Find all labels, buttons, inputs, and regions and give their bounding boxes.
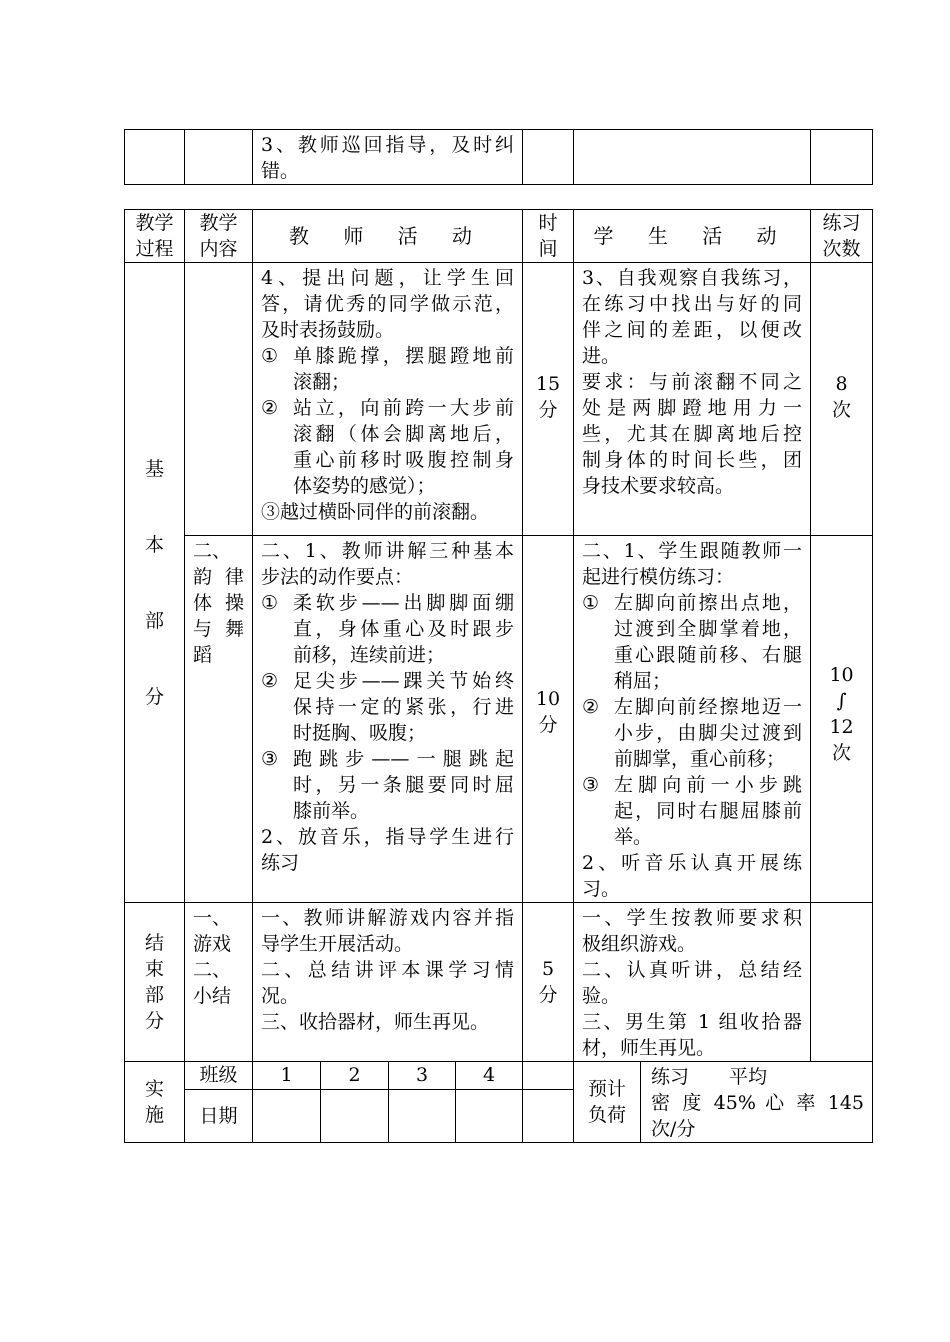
- class-2: 2: [321, 1062, 389, 1090]
- list-item: ① 单膝跪撑，摆腿蹬地前 滚翻；: [261, 345, 515, 393]
- basic-teacher-cell-2: 二、1、教师讲解三种基本 步法的动作要点： ① 柔软步——出脚脚面绷 直，身体重心及时跟步 前移，连续前进； ② 足尖步——踝关节始终 保持一定的紧张，行进 时挺胸、吸腹； ③ 跑跳步——一腿跳起 时，另一条腿要同时屈 膝前举。 2、放音乐，指导学生进行 练习: [253, 536, 523, 903]
- top-teacher-line: 错。: [261, 160, 300, 182]
- list-item: ② 站立，向前跨一大步前 滚翻（体会脚离地后， 重心前移时吸腹控制身 体姿势的感觉）；: [261, 397, 515, 497]
- basic-row-2: [125, 536, 873, 903]
- header-count: 练习次数: [811, 210, 873, 263]
- ending-teacher-cell: 一、教师讲解游戏内容并指 导学生开展活动。 二、总结讲评本课学习情 况。 三、收拾器材，师生再见。: [253, 903, 523, 1062]
- basic-time-cell-1: 15 分: [523, 263, 574, 536]
- class-1: 1: [253, 1062, 321, 1090]
- top-student-cell: [574, 130, 811, 185]
- impl-row-1: [125, 1062, 873, 1090]
- ending-content-cell: 一、 游戏 二、 小结: [185, 903, 253, 1062]
- date-2: [321, 1089, 389, 1142]
- top-count-cell: [811, 130, 873, 185]
- ending-row: [125, 903, 873, 1062]
- lesson-table: [124, 209, 873, 1143]
- basic-count-cell-1: 8 次: [811, 263, 873, 536]
- header-student-activity: 学 生 活 动: [574, 210, 811, 263]
- basic-row-1: [125, 263, 873, 536]
- basic-content-cell-1: [185, 263, 253, 536]
- basic-process-cell: 基 本 部 分: [125, 263, 185, 903]
- load-label-cell: 预计 负荷: [574, 1062, 641, 1143]
- header-teacher-activity: 教 师 活 动: [253, 210, 523, 263]
- header-process: 教学过程: [125, 210, 185, 263]
- top-teacher-line: 3、教师巡回指导，及时纠: [261, 134, 514, 156]
- class-label: 班级: [185, 1062, 253, 1090]
- ending-count-cell: [811, 903, 873, 1062]
- basic-time-cell-2: 10 分: [523, 536, 574, 903]
- ending-student-cell: 一、学生按教师要求积 极组织游戏。 二、认真听讲，总结经 验。 三、男生第 1 组收拾器 材，师生再见。: [574, 903, 811, 1062]
- basic-student-cell-1: 3、自我观察自我练习， 在练习中找出与好的同 伴之间的差距，以便改 进。 要求：与前滚翻不同之 处是两脚蹬地用力一 些，尤其在脚离地后控 制身体的时间长些，团 身技术要求较高。: [574, 263, 811, 536]
- header-time: 时间: [523, 210, 574, 263]
- list-item: ① 柔软步——出脚脚面绷 直，身体重心及时跟步 前移，连续前进；: [261, 592, 515, 666]
- class-empty: [523, 1062, 574, 1090]
- ending-time-cell: 5 分: [523, 903, 574, 1062]
- list-item: ③ 左脚向前一小步跳 起，同时右腿屈膝前 举。: [582, 774, 803, 848]
- load-details-cell: 练习 平均 密 度 45% 心 率 145 次/分: [641, 1062, 873, 1143]
- date-label: 日期: [185, 1089, 253, 1142]
- date-1: [253, 1089, 321, 1142]
- top-table: [124, 129, 873, 185]
- impl-label-cell: 实 施: [125, 1062, 185, 1143]
- top-teacher-cell: [253, 130, 523, 185]
- top-content-cell: [185, 130, 253, 185]
- basic-student-cell-2: 二、1、学生跟随教师一 起进行模仿练习： ① 左脚向前擦出点地， 过渡到全脚掌着地， 重心跟随前移、右腿 稍屈； ② 左脚向前经擦地迈一 小步，由脚尖过渡到 前脚掌，重心前移； ③ 左脚向前一小步跳 起，同时右腿屈膝前 举。 2、听音乐认真开展练 习。: [574, 536, 811, 903]
- top-time-cell: [523, 130, 574, 185]
- basic-teacher-cell-1: 4、提出问题，让学生回 答，请优秀的同学做示范， 及时表扬鼓励。 ① 单膝跪撑，摆腿蹬地前 滚翻； ② 站立，向前跨一大步前 滚翻（体会脚离地后， 重心前移时吸腹控制身 体姿势的感觉）； ③越过横卧同伴的前滚翻。: [253, 263, 523, 536]
- ending-process-cell: 结 束 部 分: [125, 903, 185, 1062]
- list-item: ② 足尖步——踝关节始终 保持一定的紧张，行进 时挺胸、吸腹；: [261, 670, 515, 744]
- class-4: 4: [456, 1062, 523, 1090]
- date-empty: [523, 1089, 574, 1142]
- basic-count-cell-2: 10 ∫ 12 次: [811, 536, 873, 903]
- basic-content-cell-2: 二、 韵律 体操 与舞 蹈: [185, 536, 253, 903]
- list-item: ③ 跑跳步——一腿跳起 时，另一条腿要同时屈 膝前举。: [261, 748, 515, 822]
- top-process-cell: [125, 130, 185, 185]
- class-3: 3: [389, 1062, 456, 1090]
- list-item: ① 左脚向前擦出点地， 过渡到全脚掌着地， 重心跟随前移、右腿 稍屈；: [582, 592, 803, 692]
- header-content: 教学内容: [185, 210, 253, 263]
- date-3: [389, 1089, 456, 1142]
- date-4: [456, 1089, 523, 1142]
- header-row: [125, 210, 873, 263]
- list-item: ② 左脚向前经擦地迈一 小步，由脚尖过渡到 前脚掌，重心前移；: [582, 696, 803, 770]
